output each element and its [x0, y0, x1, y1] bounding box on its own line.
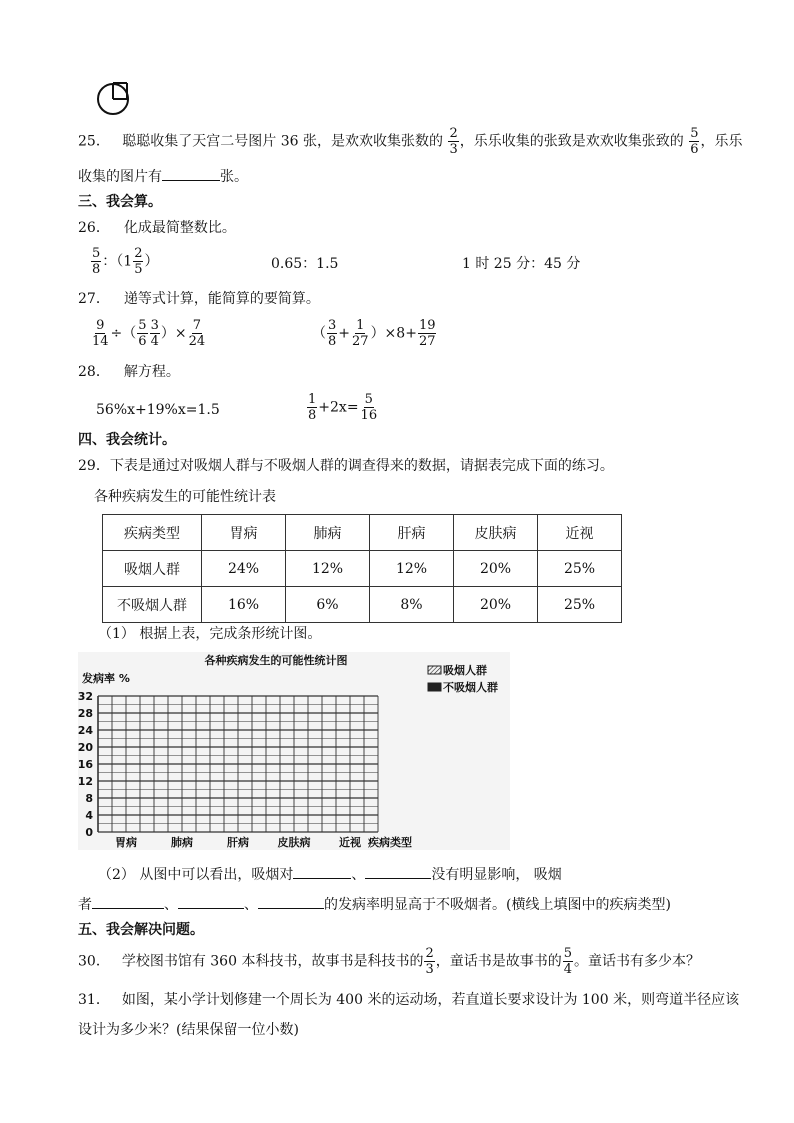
table-header-cell: 疾病类型 [103, 515, 202, 551]
table-cell: 6% [286, 587, 370, 623]
q26-item-b: 0.65：1.5 [271, 256, 339, 272]
table-cell: 24% [202, 551, 286, 587]
legend-swatch [428, 683, 441, 691]
question-29 [78, 456, 614, 476]
y-tick-label: 16 [78, 758, 93, 771]
q25-text-2: ，乐乐收集的张致是欢欢收集张致的 [459, 133, 684, 150]
section-3-heading: 三、我会算。 [78, 194, 162, 210]
q29-sub-2-line2: 者 、 、 的发病率明显高于不吸烟者。(横线上填图中的疾病类型) [78, 894, 671, 915]
y-tick-label: 28 [78, 707, 93, 720]
q25-text-3: ，乐乐 [700, 133, 743, 150]
q29-number: 29． [78, 458, 110, 474]
q29-text: 下表是通过对吸烟人群与不吸烟人群的调查得来的数据，请据表完成下面的练习。 [109, 458, 614, 474]
q29-blank-4[interactable] [178, 894, 244, 909]
q29-sub-1: （1） 根据上表，完成条形统计图。 [98, 626, 322, 642]
table-cell: 8% [370, 587, 454, 623]
q25-fraction-1: $\frac{2}{3}$ [449, 126, 458, 157]
table-title: 各种疾病发生的可能性统计表 [94, 489, 276, 505]
x-category-label: 近视 [339, 836, 361, 849]
disease-table [102, 514, 622, 623]
q27-expression-2: （ $\frac{3}{8}$ + $\frac{1}{27}$ ）×8+ $\frac{19}{27}$ [312, 318, 436, 349]
bar-chart [78, 652, 510, 850]
question-28 [78, 362, 180, 382]
q27-text: 递等式计算，能简算的要简算。 [123, 291, 320, 307]
q26-item-a: $\frac{5}{8}$ ：（1 $\frac{2}{5}$ ） [92, 246, 159, 277]
section-5-heading: 五、我会解决问题。 [78, 922, 204, 938]
table-header-cell: 近视 [538, 515, 622, 551]
chart-legend [428, 663, 498, 694]
table-cell: 20% [454, 587, 538, 623]
q28-equation-2: $\frac{1}{8}$ +2x= $\frac{5}{16}$ [308, 392, 378, 423]
y-tick-label: 4 [85, 809, 93, 822]
q28-number: 28． [78, 364, 110, 380]
bar-chart-panel [78, 652, 510, 850]
chart-x-label: 疾病类型 [368, 836, 412, 849]
q26-number: 26． [78, 220, 110, 236]
table-cell: 25% [538, 551, 622, 587]
table-header-row [103, 515, 622, 551]
table-cell: 16% [202, 587, 286, 623]
table-cell: 25% [538, 587, 622, 623]
legend-swatch [428, 666, 441, 674]
table-cell: 12% [370, 551, 454, 587]
y-tick-label: 24 [78, 724, 93, 737]
q25-answer-blank[interactable] [162, 166, 220, 181]
table-cell: 20% [454, 551, 538, 587]
legend-label: 不吸烟人群 [443, 681, 498, 694]
question-30: 30． 学校图书馆有 360 本科技书，故事书是科技书的 $\frac{2}{3}$ ，童话书是故事书的 $\frac{5}{4}$ 。童话书有多少本？ [78, 946, 701, 977]
question-25-line2 [78, 166, 248, 187]
x-category-label: 肺病 [171, 836, 193, 849]
q29-blank-5[interactable] [258, 894, 324, 909]
table-header-cell: 皮肤病 [454, 515, 538, 551]
chart-grid [98, 696, 378, 832]
question-31: 31． 如图，某小学计划修建一个周长为 400 米的运动场，若直道长要求设计为 100 米，则弯道半径应该 [78, 992, 740, 1008]
table-row [103, 587, 622, 623]
y-tick-label: 8 [85, 792, 93, 805]
q27-number: 27． [78, 291, 110, 307]
q29-blank-1[interactable] [293, 864, 351, 879]
chart-categories [115, 835, 361, 849]
q28-text: 解方程。 [123, 364, 180, 380]
q25-number: 25． [78, 133, 110, 150]
table-cell: 不吸烟人群 [103, 587, 202, 623]
x-category-label: 皮肤病 [277, 836, 311, 849]
x-category-label: 胃病 [115, 836, 137, 849]
q26-item-c: 1 时 25 分：45 分 [462, 256, 581, 272]
table-header-cell: 肝病 [370, 515, 454, 551]
y-tick-label: 20 [78, 741, 93, 754]
question-31-line2: 设计为多少米？(结果保留一位小数) [78, 1022, 299, 1038]
q29-sub-2: （2） 从图中可以看出，吸烟对 、 没有明显影响， 吸烟 [98, 864, 562, 885]
x-category-label: 肝病 [227, 836, 249, 849]
table-header-cell: 胃病 [202, 515, 286, 551]
table-cell: 吸烟人群 [103, 551, 202, 587]
q26-text: 化成最简整数比。 [123, 220, 236, 236]
q25-unit: 张。 [220, 169, 248, 185]
table-header-cell: 肺病 [286, 515, 370, 551]
y-tick-label: 12 [78, 775, 93, 788]
q28-equation-1: 56%x+19%x=1.5 [96, 402, 220, 418]
q25-text-1: 聪聪收集了天宫二号图片 36 张，是欢欢收集张数的 [122, 133, 443, 150]
legend-label: 吸烟人群 [443, 664, 487, 677]
q25-line2-text: 收集的图片有 [78, 169, 162, 185]
q30-number: 30． [78, 953, 110, 970]
section-4-heading: 四、我会统计。 [78, 432, 176, 448]
chart-title: 各种疾病发生的可能性统计图 [204, 654, 348, 667]
chart-y-ticks [78, 690, 93, 839]
q29-blank-2[interactable] [365, 864, 431, 879]
question-26 [78, 218, 236, 238]
q25-fraction-2: $\frac{5}{6}$ [690, 126, 699, 157]
question-27 [78, 289, 320, 309]
table-cell: 12% [286, 551, 370, 587]
q27-expression-1: $\frac{9}{14}$ ÷（ $\frac{5}{6}$ $\frac{3}{4}$ ）× $\frac{7}{24}$ [92, 318, 206, 349]
y-tick-label: 32 [78, 690, 93, 703]
q31-number: 31． [78, 992, 110, 1008]
quarter-circle-figure [93, 80, 133, 116]
chart-y-label: 发病率 % [82, 672, 130, 685]
y-tick-label: 0 [85, 826, 93, 839]
table-row [103, 551, 622, 587]
q29-blank-3[interactable] [92, 894, 164, 909]
question-25 [78, 126, 742, 157]
